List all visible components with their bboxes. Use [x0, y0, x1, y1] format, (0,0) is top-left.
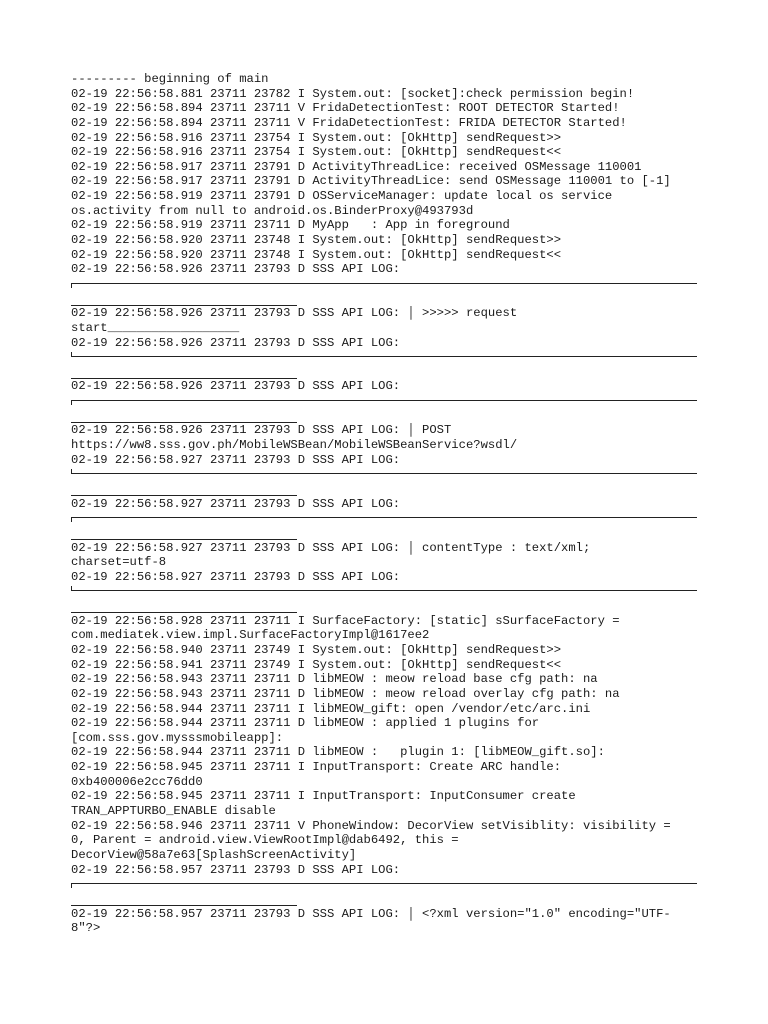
log-line: 02-19 22:56:58.917 23711 23791 D ActivityThreadLice: received OSMessage 110001 — [71, 159, 642, 174]
log-box-rule-continuation — [71, 292, 701, 307]
log-box-rule — [71, 400, 697, 401]
log-box-bottom-border — [71, 350, 701, 365]
log-line: 02-19 22:56:58.944 23711 23711 D libMEOW : applied 1 plugins for — [71, 716, 540, 731]
log-box-corner — [71, 283, 72, 288]
log-line: 02-19 22:56:58.920 23711 23748 I System.out: [OkHttp] sendRequest<< — [71, 247, 562, 262]
log-line: charset=utf-8 — [71, 555, 167, 570]
log-line: 02-19 22:56:58.926 23711 23793 D SSS API LOG: — [71, 262, 401, 277]
log-line: 02-19 22:56:58.945 23711 23711 I InputTransport: InputConsumer create — [71, 789, 576, 804]
log-line: 8"?> — [71, 921, 101, 936]
log-box-rule — [71, 422, 297, 423]
log-box-rule — [71, 590, 697, 591]
log-box-rule-continuation — [71, 482, 701, 497]
log-line: os.activity from null to android.os.BinderProxy@493793d — [71, 203, 474, 218]
log-box-corner — [71, 400, 72, 405]
log-box-corner — [71, 469, 72, 474]
log-line: 02-19 22:56:58.916 23711 23754 I System.out: [OkHttp] sendRequest>> — [71, 130, 562, 145]
log-box-rule — [71, 905, 297, 906]
log-line: com.mediatek.view.impl.SurfaceFactoryImpl@1617ee2 — [71, 628, 430, 643]
log-box-corner — [71, 352, 72, 357]
log-box-top-border — [71, 277, 701, 292]
log-box-bottom-border — [71, 467, 701, 482]
log-box-rule — [71, 356, 697, 357]
log-line: 02-19 22:56:58.927 23711 23793 D SSS API LOG: — [71, 452, 401, 467]
log-line: 02-19 22:56:58.941 23711 23749 I System.out: [OkHttp] sendRequest<< — [71, 657, 562, 672]
log-box-rule-continuation — [71, 892, 701, 907]
log-box-rule-continuation — [71, 599, 701, 614]
log-line: 02-19 22:56:58.928 23711 23711 I SurfaceFactory: [static] sSurfaceFactory = — [71, 613, 620, 628]
log-box-corner — [71, 883, 72, 888]
log-box-bottom-border — [71, 584, 701, 599]
log-line: 02-19 22:56:58.957 23711 23793 D SSS API LOG: │ <?xml version="1.0" encoding="UTF- — [71, 906, 671, 921]
log-line: 02-19 22:56:58.926 23711 23793 D SSS API LOG: — [71, 335, 401, 350]
log-line: 02-19 22:56:58.943 23711 23711 D libMEOW : meow reload overlay cfg path: na — [71, 686, 620, 701]
log-box-rule — [71, 883, 697, 884]
log-line: 02-19 22:56:58.894 23711 23711 V FridaDetectionTest: ROOT DETECTOR Started! — [71, 101, 620, 116]
log-line: --------- beginning of main — [71, 72, 269, 86]
log-box-top-border — [71, 394, 701, 409]
log-line: DecorView@58a7e63[SplashScreenActivity] — [71, 847, 357, 862]
log-line: 02-19 22:56:58.927 23711 23793 D SSS API LOG: — [71, 569, 401, 584]
log-box-top-border — [71, 877, 701, 892]
log-line: 02-19 22:56:58.919 23711 23791 D OSServiceManager: update local os service — [71, 189, 613, 204]
log-output — [71, 72, 701, 936]
log-line: 02-19 22:56:58.944 23711 23711 I libMEOW_gift: open /vendor/etc/arc.ini — [71, 701, 591, 716]
log-line: 02-19 22:56:58.920 23711 23748 I System.out: [OkHttp] sendRequest>> — [71, 233, 562, 248]
log-box-rule — [71, 539, 297, 540]
log-line: 02-19 22:56:58.926 23711 23793 D SSS API LOG: │ >>>>> request — [71, 306, 518, 321]
log-line: 02-19 22:56:58.927 23711 23793 D SSS API LOG: │ contentType : text/xml; — [71, 540, 591, 555]
log-line: 02-19 22:56:58.926 23711 23793 D SSS API LOG: — [71, 379, 401, 394]
log-box-rule — [71, 495, 297, 496]
log-line: 02-19 22:56:58.919 23711 23711 D MyApp : App in foreground — [71, 218, 510, 233]
log-box-rule-continuation — [71, 409, 701, 424]
log-line: 02-19 22:56:58.940 23711 23749 I System.out: [OkHttp] sendRequest>> — [71, 642, 562, 657]
log-line: 02-19 22:56:58.943 23711 23711 D libMEOW : meow reload base cfg path: na — [71, 672, 598, 687]
log-box-rule — [71, 283, 697, 284]
log-line: [com.sss.gov.mysssmobileapp]: — [71, 730, 284, 745]
log-box-corner — [71, 517, 72, 522]
log-line: 02-19 22:56:58.946 23711 23711 V PhoneWindow: DecorView setVisiblity: visibility = — [71, 818, 671, 833]
log-box-rule-continuation — [71, 365, 701, 380]
log-box-corner — [71, 586, 72, 591]
log-box-rule — [71, 517, 697, 518]
log-line: https://ww8.sss.gov.ph/MobileWSBean/MobileWSBeanService?wsdl/ — [71, 438, 518, 453]
log-box-rule — [71, 612, 297, 613]
log-line: 02-19 22:56:58.917 23711 23791 D ActivityThreadLice: send OSMessage 110001 to [-1] — [71, 174, 671, 189]
log-box-rule-continuation — [71, 526, 701, 541]
log-line: 0, Parent = android.view.ViewRootImpl@dab6492, this = — [71, 833, 459, 848]
log-line: 02-19 22:56:58.957 23711 23793 D SSS API LOG: — [71, 862, 401, 877]
log-line: 0xb400006e2cc76dd0 — [71, 774, 203, 789]
log-line: TRAN_APPTURBO_ENABLE disable — [71, 804, 276, 819]
log-line: 02-19 22:56:58.926 23711 23793 D SSS API LOG: │ POST — [71, 423, 452, 438]
log-box-rule — [71, 305, 297, 306]
log-line: 02-19 22:56:58.894 23711 23711 V FridaDetectionTest: FRIDA DETECTOR Started! — [71, 115, 627, 130]
log-line: 02-19 22:56:58.881 23711 23782 I System.out: [socket]:check permission begin! — [71, 86, 635, 101]
log-box-rule — [71, 473, 697, 474]
log-line: start__________________ — [71, 320, 240, 335]
log-line: 02-19 22:56:58.916 23711 23754 I System.out: [OkHttp] sendRequest<< — [71, 145, 562, 160]
log-line: 02-19 22:56:58.944 23711 23711 D libMEOW : plugin 1: [libMEOW_gift.so]: — [71, 745, 605, 760]
log-box-rule — [71, 378, 297, 379]
log-line: 02-19 22:56:58.927 23711 23793 D SSS API LOG: — [71, 496, 401, 511]
log-line: 02-19 22:56:58.945 23711 23711 I InputTransport: Create ARC handle: — [71, 760, 562, 775]
log-box-top-border — [71, 511, 701, 526]
